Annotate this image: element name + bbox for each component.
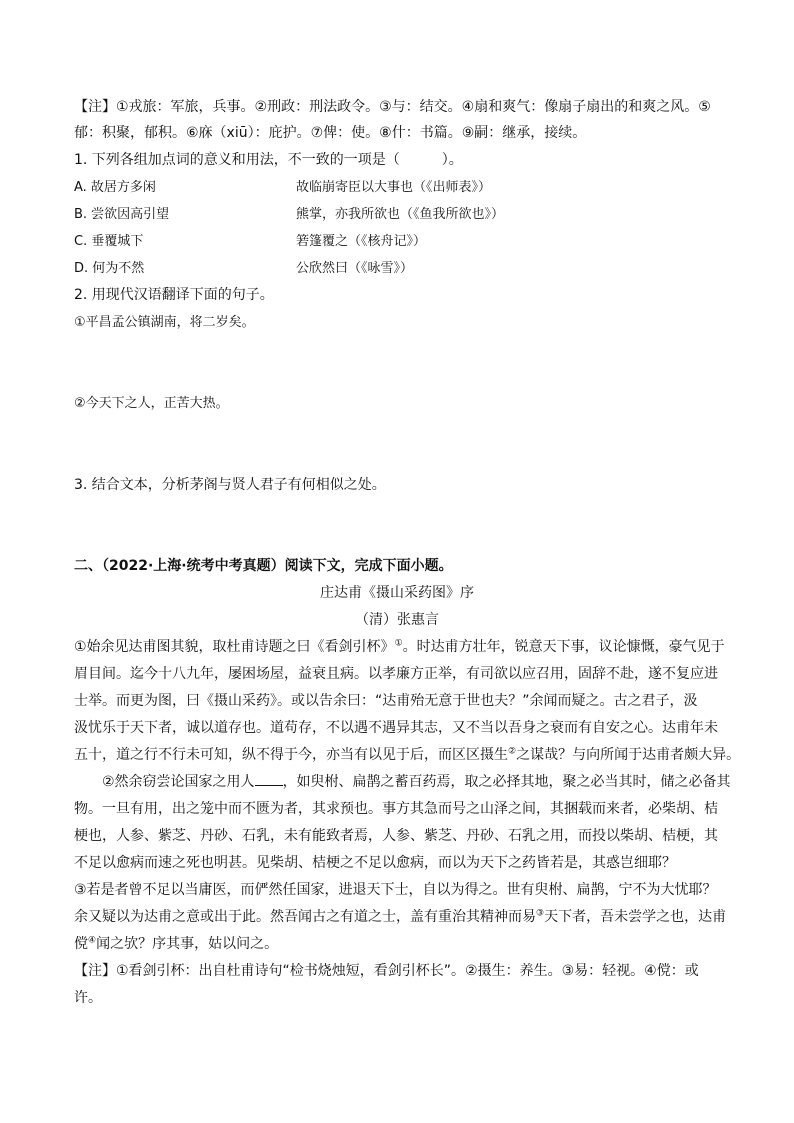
option-left: C. 垂覆城下 [74,234,144,249]
passage-line: 五十，道之行不行未可知，纵不得于今，亦当有以见于后，而区区摄生②之谋哉？与向所闻于达甫者颇大异。 [74,746,741,763]
passage-author: （清）张惠言 [355,612,439,628]
passage-line: 眉目间。迄今十八九年，屡困场屋，益衰且病。以孝廉方正举，有司欲以应召用，固辞不赴，遂不复应进 [74,666,718,682]
question-1-stem: 1. 下列各组加点词的意义和用法，不一致的一项是（ ）。 [74,152,463,168]
option-d [0,257,794,277]
section-heading: 二、（2022·上海·统考中考真题）阅读下文，完成下面小题。 [74,558,453,574]
question-3-stem: 3. 结合文本，分析茅阁与贤人君子有何相似之处。 [74,477,386,493]
passage-line: 傥④闻之欤？序其事，姑以问之。 [74,935,279,952]
note-line: 郁：积聚，郁积。⑥庥（xiū）：庇护。⑦俾：使。⑧什：书篇。⑨嗣：继承，接续。 [74,125,587,141]
passage-line: 物。一旦有用，出之笼中而不匮为者，其求预也。事方其急而号之山泽之间，其捆载而来者，必柴胡、桔 [74,801,718,817]
passage-line: 不足以愈病而速之死也明甚。见柴胡、桔梗之不足以愈病，而以为天下之药皆若是，其惑岂细耶？ [74,855,676,871]
translate-sentence-2: ②今天下之人，正苦大热。 [74,396,229,411]
translate-sentence-1: ①平昌孟公镇湖南，将二岁矣。 [74,315,255,330]
option-left: D. 何为不然 [74,261,145,276]
option-a [0,176,794,196]
option-left: B. 尝欲因高引望 [74,207,170,222]
note-line: 许。 [74,990,102,1006]
passage-line: ②然余窃尝论国家之用人 ，如臾柎、扁鹊之蓄百药焉，取之必择其地，聚之必当其时，储之必备其 [102,774,731,790]
passage-title: 庄达甫《摄山采药图》序 [320,585,474,601]
passage-line: 汲忧乐于天下者，诚以道存也。道苟存，不以遇不遇异其志，又不当以吾身之衰而有自安之心。达甫年未 [74,720,718,736]
option-right: 故临崩寄臣以大事也（《出师表》） [296,180,492,195]
question-2-stem: 2. 用现代汉语翻译下面的句子。 [74,287,274,303]
option-c [0,230,794,250]
passage-line: ③若是者曾不足以当庸医，而俨然任国家，进退天下士，自以为得之。世有臾柎、扁鹊，宁不为大忧耶？ [74,882,717,898]
option-right: 箬篷覆之（《核舟记》） [296,234,427,249]
passage-line: 余又疑以为达甫之意或出于此。然吾闻古之有道之士，盖有重治其精神而易③天下者，吾未尝学之也，达甫 [74,908,727,925]
option-b [0,203,794,223]
passage-line: 士举。而更为图，曰《摄山采药》。或以告余曰：“达甫殆无意于世也夫？”余闻而疑之。古之君子，汲 [74,693,698,709]
option-left: A. 故居方多闲 [74,180,156,195]
answer-blank[interactable] [255,773,283,786]
note-line: 【注】①看剑引杯：出自杜甫诗句“检书烧烛短，看剑引杯长”。②摄生：养生。③易：轻视。④傥：或 [74,963,699,979]
option-right: 公欣然曰（《咏雪》） [296,261,414,276]
passage-line: ①始余见达甫图其貌，取杜甫诗题之曰《看剑引杯》①。时达甫方壮年，锐意天下事，议论慷慨，豪气见于 [74,638,725,655]
option-right: 熊掌，亦我所欲也（《鱼我所欲也》） [296,207,505,222]
passage-line: 梗也，人参、紫芝、丹砂、石乳，未有能致者焉，人参、紫芝、丹砂、石乳之用，而投以柴胡、桔梗，其 [74,828,718,844]
note-line: 【注】①戎旅：军旅，兵事。②刑政：刑法政令。③与：结交。④扇和爽气：像扇子扇出的和爽之风。⑤ [74,99,711,115]
